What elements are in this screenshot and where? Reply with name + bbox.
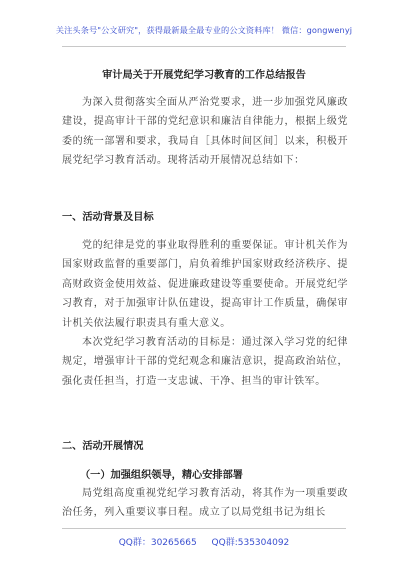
document-title: 审计局关于开展党纪学习教育的工作总结报告 [102,69,306,81]
intro-block [62,93,348,171]
section-1-paragraph-2: 本次党纪学习教育活动的目标是：通过深入学习党的纪律规定，增强审计干部的党纪观念和廉洁意识，提高政治站位，强化责任担当，打造一支忠诚、干净、担当的审计铁军。 [62,337,348,387]
subsection-2-1-paragraph: 局党组高度重视党纪学习教育活动，将其作为一项重要政治任务，列入重要议事日程。成立了以局党组书记为组长 [62,488,348,519]
section-2-heading: 二、活动开展情况 [62,441,144,452]
section-1-paragraph-1: 党的纪律是党的事业取得胜利的重要保证。审计机关作为国家财政监督的重要部门，肩负着维护国家财政经济秩序、提高财政资金使用效益、促进廉政建设等重要使命。开展党纪学习教育，对于加强审计队伍建设，提高审计工作质量，确保审计机关依法履行职责具有重大意义。 [62,240,348,329]
top-banner: 关注头条号"公文研究"，获得最新最全最专业的公文资料库！ 微信：gongwenyj [55,25,353,35]
subsection-2-1-block [62,484,348,523]
subsection-2-1-heading: （一）加强组织领导，精心安排部署 [80,470,243,481]
footer-qq-group-1: QQ群：30265665 [118,538,197,548]
section-1-heading: 一、活动背景及目标 [62,212,154,223]
footer-divider [62,528,346,529]
banner-divider [62,46,346,47]
section-1-block [62,236,348,391]
footer-qq-group-2: QQ群:535304092 [211,538,290,548]
intro-paragraph: 为深入贯彻落实全面从严治党要求，进一步加强党风廉政建设，提高审计干部的党纪意识和廉洁自律能力，根据上级党委的统一部署和要求，我局自［具体时间区间］以来，积极开展党纪学习教育活动。现将活动开展情况总结如下： [62,97,348,167]
footer [0,535,408,548]
